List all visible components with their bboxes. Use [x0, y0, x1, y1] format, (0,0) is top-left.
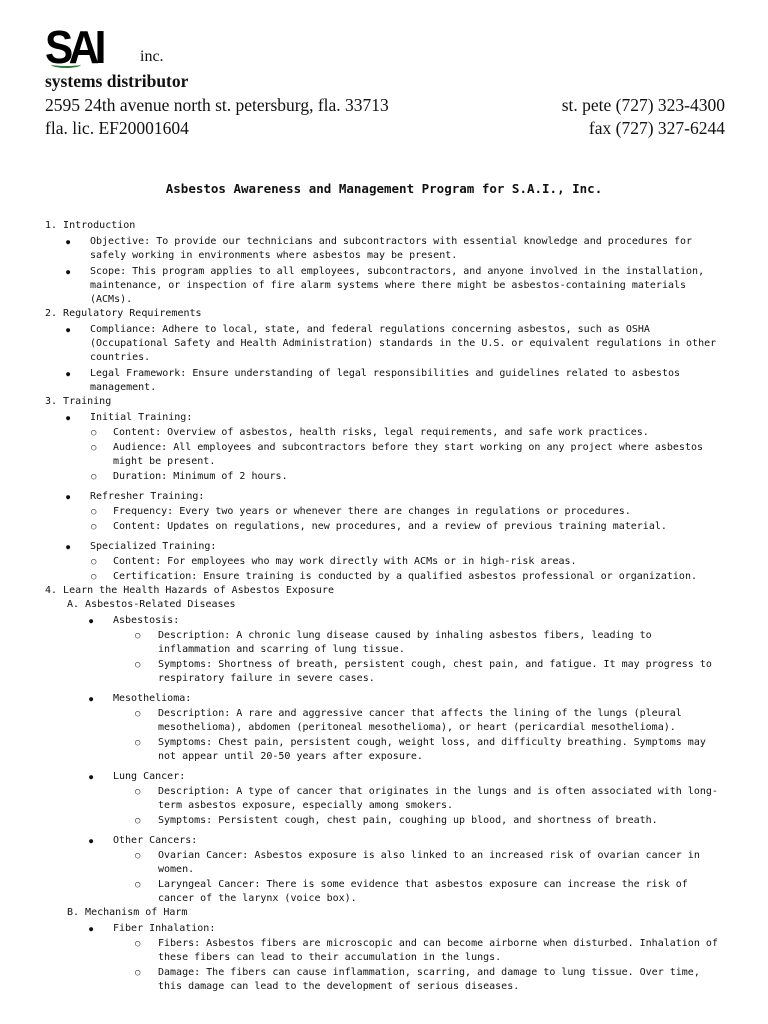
- sub-list-item: ○ Symptoms: Shortness of breath, persistent cough, chest pain, and fatigue. It may progress to respiratory failure in severe cases.: [45, 658, 727, 686]
- list-item: ● Scope: This program applies to all employees, subcontractors, and anyone involved in the installation, maintenance, or inspection of fire alarm systems where there might be asbestos-containing materials (ACMs).: [45, 265, 727, 307]
- sub-list-item: ○ Description: A type of cancer that originates in the lungs and is often associated with long-term asbestos exposure, especially among smokers.: [45, 785, 727, 813]
- section-heading: 4. Learn the Health Hazards of Asbestos Exposure: [45, 585, 334, 596]
- list-item: ● Specialized Training:: [45, 540, 727, 554]
- document-title: Asbestos Awareness and Management Program for S.A.I., Inc.: [165, 181, 603, 196]
- sub-list-item: ○ Symptoms: Persistent cough, chest pain, coughing up blood, and shortness of breath.: [45, 814, 727, 828]
- logo-inc: inc.: [140, 48, 164, 65]
- sub-list-item: ○ Description: A chronic lung disease caused by inhaling asbestos fibers, leading to inflammation and scarring of lung tissue.: [45, 629, 727, 657]
- phone-number: st. pete (727) 323-4300: [561, 95, 725, 115]
- sub-list-item: ○ Description: A rare and aggressive cancer that affects the lining of the lungs (pleural mesothelioma), abdomen (peritoneal mesothelioma), or heart (pericardial mesothelioma).: [45, 707, 727, 735]
- list-item: ● Fiber Inhalation:: [45, 922, 727, 936]
- mechanism-list: [45, 922, 727, 994]
- logo-row: [45, 21, 725, 73]
- address-line: [45, 94, 725, 116]
- list-item: ● Asbestosis:: [45, 614, 727, 628]
- regulatory-list: [45, 323, 727, 395]
- street-address: 2595 24th avenue north st. petersburg, fla. 33713: [45, 95, 389, 115]
- sub-list-item: ○ Audience: All employees and subcontractors before they start working on any project where asbestos might be present.: [45, 441, 727, 469]
- sub-list-item: ○ Content: Updates on regulations, new procedures, and a review of previous training material.: [45, 520, 727, 534]
- list-item: ● Objective: To provide our technicians and subcontractors with essential knowledge and procedures for safely working in environments where asbestos may be present.: [45, 235, 727, 263]
- section-heading: 1. Introduction: [45, 220, 136, 231]
- fax-number: fax (727) 327-6244: [588, 118, 725, 138]
- section-heading: 3. Training: [45, 396, 112, 407]
- sub-list-item: ○ Content: Overview of asbestos, health risks, legal requirements, and safe work practices.: [45, 426, 727, 440]
- sub-list-item: ○ Fibers: Asbestos fibers are microscopic and can become airborne when disturbed. Inhalation of these fibers can lead to their accumulation in the lungs.: [45, 937, 727, 965]
- intro-list: [45, 235, 727, 307]
- subsection-heading: A. Asbestos-Related Diseases: [67, 599, 236, 610]
- training-list: [45, 411, 727, 584]
- license-number: fla. lic. EF20001604: [45, 118, 189, 138]
- license-line: [45, 117, 725, 139]
- list-item: ● Compliance: Adhere to local, state, and federal regulations concerning asbestos, such as OSHA (Occupational Safety and Health Administration) standards in the U.S. or equivalent regulations in other countries.: [45, 323, 727, 365]
- section-heading: 2. Regulatory Requirements: [45, 308, 202, 319]
- list-item: ● Legal Framework: Ensure understanding of legal responsibilities and guidelines related to asbestos management.: [45, 367, 727, 395]
- list-item: ● Refresher Training:: [45, 490, 727, 504]
- list-item: ● Other Cancers:: [45, 834, 727, 848]
- list-item: ● Initial Training:: [45, 411, 727, 425]
- list-item: ● Lung Cancer:: [45, 770, 727, 784]
- sub-list-item: ○ Frequency: Every two years or whenever there are changes in regulations or procedures.: [45, 505, 727, 519]
- sub-list-item: ○ Ovarian Cancer: Asbestos exposure is also linked to an increased risk of ovarian cancer in women.: [45, 849, 727, 877]
- document-body: [45, 219, 727, 994]
- company-logo: SAI: [45, 21, 102, 73]
- subsection-heading: B. Mechanism of Harm: [67, 907, 188, 918]
- sub-list-item: ○ Damage: The fibers can cause inflammation, scarring, and damage to lung tissue. Over time, this damage can lead to the development of serious diseases.: [45, 966, 727, 994]
- diseases-list: [45, 614, 727, 906]
- letterhead: [45, 21, 725, 138]
- sub-list-item: ○ Laryngeal Cancer: There is some evidence that asbestos exposure can increase the risk of cancer of the larynx (voice box).: [45, 878, 727, 906]
- sub-list-item: ○ Symptoms: Chest pain, persistent cough, weight loss, and difficulty breathing. Symptoms may not appear until 20-50 years after exposure.: [45, 736, 727, 764]
- sub-list-item: ○ Content: For employees who may work directly with ACMs or in high-risk areas.: [45, 555, 727, 569]
- list-item: ● Mesothelioma:: [45, 692, 727, 706]
- logo-swoosh-icon: [51, 61, 81, 68]
- sub-list-item: ○ Duration: Minimum of 2 hours.: [45, 470, 727, 484]
- company-tagline: systems distributor: [45, 71, 189, 91]
- sub-list-item: ○ Certification: Ensure training is conducted by a qualified asbestos professional or organization.: [45, 570, 727, 584]
